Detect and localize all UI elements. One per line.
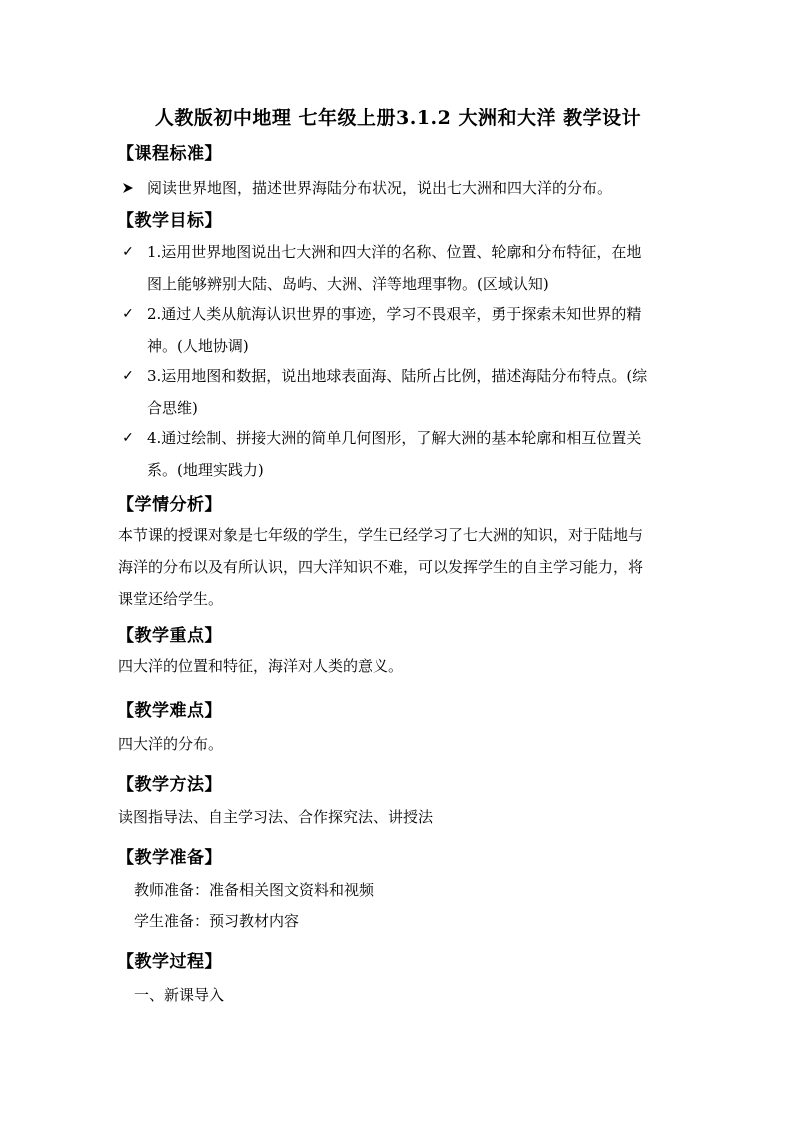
analysis-line: 海洋的分布以及有所认识，四大洋知识不难，可以发挥学生的自主学习能力，将 <box>118 558 644 576</box>
objective-line: 4.通过绘制、拼接大洲的简单几何图形，了解大洲的基本轮廓和相互位置关 <box>147 429 642 447</box>
checkmark-icon: ✓ <box>122 306 134 322</box>
objective-line: 系。(地理实践力) <box>147 461 264 479</box>
heading-methods: 【教学方法】 <box>117 775 222 795</box>
objective-line: 3.运用地图和数据，说出地球表面海、陆所占比例，描述海陆分布特点。(综 <box>147 367 648 385</box>
heading-objectives: 【教学目标】 <box>117 211 222 231</box>
checkmark-icon: ✓ <box>122 244 134 260</box>
checkmark-icon: ✓ <box>122 430 134 446</box>
objective-line: 2.通过人类从航海认识世界的事迹，学习不畏艰辛，勇于探索未知世界的精 <box>147 305 642 323</box>
heading-difficulties: 【教学难点】 <box>117 701 222 721</box>
process-step-intro: 一、新课导入 <box>134 986 225 1004</box>
objective-line: 图上能够辨别大陆、岛屿、大洲、洋等地理事物。(区域认知) <box>147 275 549 293</box>
arrowhead-icon <box>118 172 138 204</box>
methods-text: 读图指导法、自主学习法、合作探究法、讲授法 <box>118 808 434 826</box>
heading-key-points: 【教学重点】 <box>117 626 222 646</box>
heading-course-standard: 【课程标准】 <box>117 144 222 164</box>
analysis-line: 课堂还给学生。 <box>118 590 224 608</box>
student-preparation: 学生准备：预习教材内容 <box>134 912 300 930</box>
objective-line: 合思维) <box>147 399 198 417</box>
objective-line: 神。(人地协调) <box>147 337 249 355</box>
difficulties-text: 四大洋的分布。 <box>118 735 224 753</box>
standard-text: 阅读世界地图，描述世界海陆分布状况，说出七大洲和四大洋的分布。 <box>147 179 613 197</box>
key-points-text: 四大洋的位置和特征，海洋对人类的意义。 <box>118 657 404 675</box>
analysis-line: 本节课的授课对象是七年级的学生，学生已经学习了七大洲的知识，对于陆地与 <box>118 526 644 544</box>
checkmark-icon: ✓ <box>122 368 134 384</box>
heading-preparation: 【教学准备】 <box>117 848 222 868</box>
heading-process: 【教学过程】 <box>117 952 222 972</box>
heading-learner-analysis: 【学情分析】 <box>117 495 222 515</box>
objective-line: 1.运用世界地图说出七大洲和四大洋的名称、位置、轮廓和分布特征，在地 <box>147 243 642 261</box>
analysis-paragraph <box>118 519 643 615</box>
teacher-preparation: 教师准备：准备相关图文资料和视频 <box>134 881 375 899</box>
document-title: 人教版初中地理 七年级上册3.1.2 大洲和大洋 教学设计 <box>154 107 642 129</box>
